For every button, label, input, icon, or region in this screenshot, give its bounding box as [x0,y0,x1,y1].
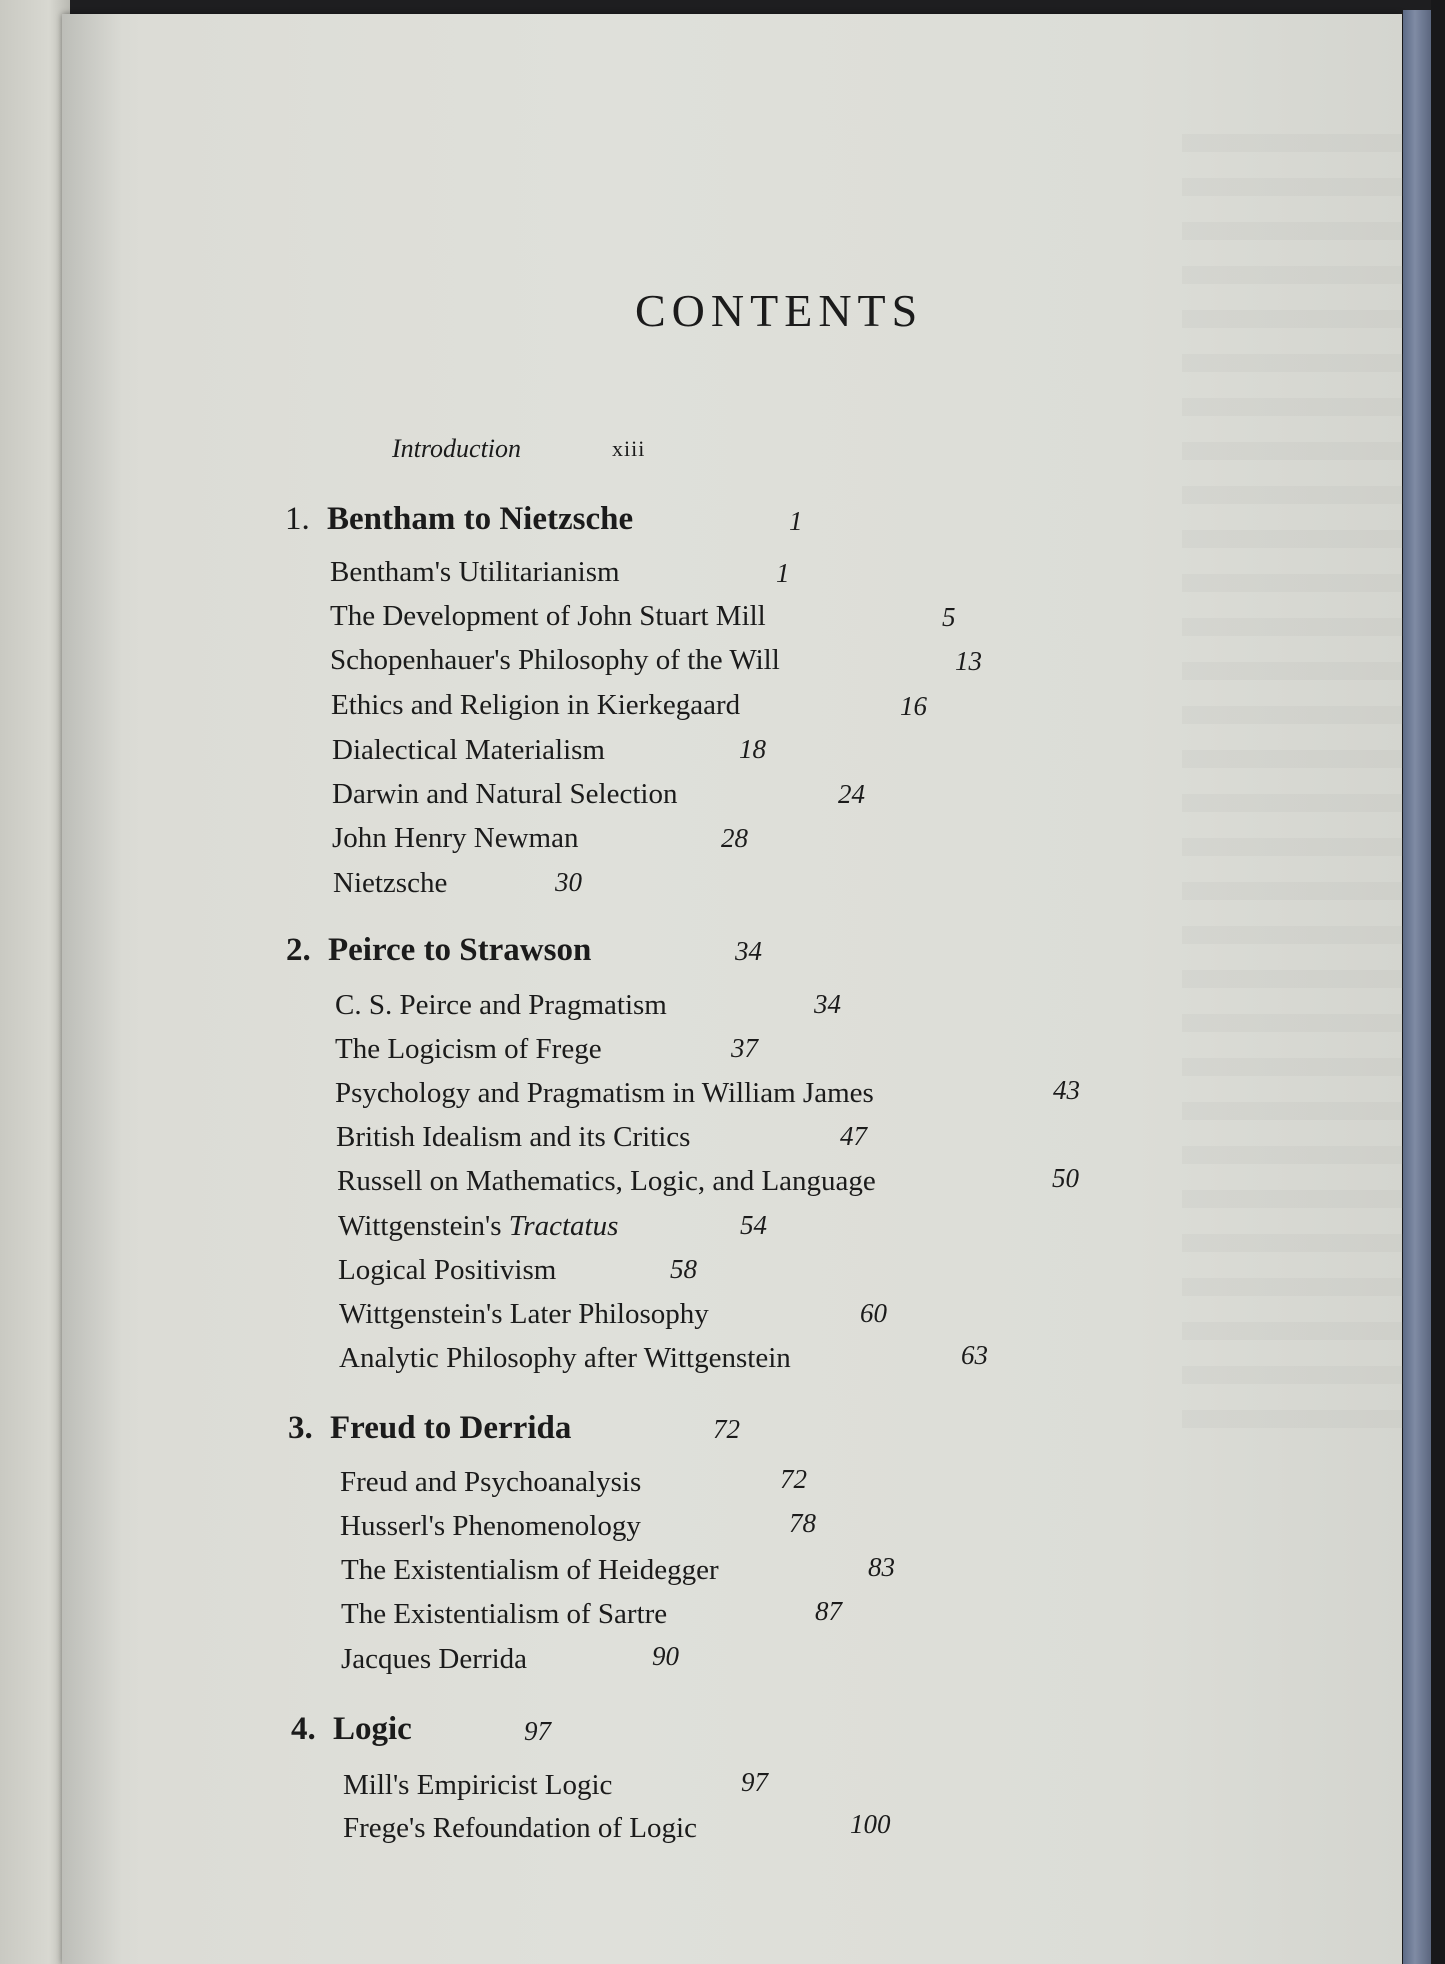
toc-entry: The Existentialism of Heidegger [341,1554,719,1586]
chapter-title: Bentham to Nietzsche [327,501,634,537]
toc-entry-page: 1 [776,558,790,588]
toc-entry: C. S. Peirce and Pragmatism [335,989,667,1021]
toc-entry: Jacques Derrida [341,1643,527,1675]
toc-entry-page: 18 [739,734,766,764]
introduction-label: Introduction [392,434,522,463]
toc-entry: Darwin and Natural Selection [332,778,678,810]
toc-entry: The Logicism of Frege [335,1033,602,1065]
toc-entry-page: 58 [670,1254,697,1284]
toc-entry: Schopenhauer's Philosophy of the Will [330,644,780,676]
toc-entry-page: 28 [721,823,748,853]
toc-entry: Freud and Psychoanalysis [340,1466,642,1498]
toc-entry: Mill's Empiricist Logic [343,1769,613,1801]
toc-entry: Husserl's Phenomenology [340,1510,641,1542]
toc-entry-page: 100 [850,1809,891,1839]
toc-entry: Dialectical Materialism [332,734,605,766]
toc-entry-page: 5 [942,602,956,632]
book-cover-edge [1403,10,1433,1964]
toc-entry-page: 34 [814,989,841,1019]
toc-entry-page: 83 [868,1552,895,1582]
toc-entry-page: 43 [1053,1075,1080,1105]
chapter-page: 72 [713,1414,740,1444]
toc-entry: Logical Positivism [338,1254,557,1286]
toc-entry: British Idealism and its Critics [336,1121,691,1153]
chapter-number: 3. [288,1410,313,1446]
toc-entry: Analytic Philosophy after Wittgenstein [339,1342,791,1374]
toc-entry-page: 47 [840,1121,867,1151]
toc-entry: John Henry Newman [332,822,579,854]
toc-entry-page: 16 [900,691,927,721]
toc-entry: The Existentialism of Sartre [341,1598,668,1630]
toc-entry-page: 50 [1052,1163,1079,1193]
chapter-heading [288,1410,571,1447]
toc-entry: Nietzsche [333,867,448,899]
chapter-title: Freud to Derrida [330,1410,572,1446]
toc-entry-page: 54 [740,1210,767,1240]
chapter-heading [285,501,633,538]
toc-entry-page: 37 [731,1033,758,1063]
page-title: CONTENTS [635,285,924,336]
chapter-page: 97 [524,1716,551,1746]
chapter-number: 2. [286,932,311,968]
toc-entry-page: 24 [838,779,865,809]
toc-entry: Russell on Mathematics, Logic, and Language [337,1165,876,1197]
facing-page-edge [0,0,70,1964]
toc-entry: Ethics and Religion in Kierkegaard [331,689,741,721]
italic-title: Tractatus [508,1210,619,1242]
toc-entry: The Development of John Stuart Mill [330,600,766,632]
chapter-number: 4. [291,1711,316,1747]
chapter-title: Logic [333,1711,412,1747]
toc-entry-page: 87 [815,1596,842,1626]
chapter-page: 1 [789,506,803,536]
toc-entry: Frege's Refoundation of Logic [343,1812,697,1844]
toc-entry: Psychology and Pragmatism in William James [335,1077,874,1109]
chapter-heading [291,1711,412,1748]
toc-introduction [392,434,646,464]
toc-entry: Wittgenstein's Later Philosophy [339,1298,709,1330]
toc-entry-page: 97 [741,1767,768,1797]
table-of-contents [62,14,1402,1964]
toc-entry-page: 90 [652,1641,679,1671]
book-page [62,14,1402,1964]
chapter-page: 34 [735,936,762,966]
toc-entry-page: 30 [555,867,582,897]
background-edge [1431,0,1445,1964]
toc-entry-page: 78 [789,1508,816,1538]
toc-entry: Bentham's Utilitarianism [330,556,620,588]
chapter-title: Peirce to Strawson [328,932,592,968]
toc-entry-page: 63 [961,1340,988,1370]
toc-entry-page: 60 [860,1298,887,1328]
toc-entry-page: 72 [780,1464,807,1494]
toc-entry: Wittgenstein's Tractatus [338,1210,619,1242]
chapter-number: 1. [285,501,310,537]
toc-entry-page: 13 [955,646,982,676]
chapter-heading [286,932,591,969]
introduction-page: xiii [612,436,646,461]
